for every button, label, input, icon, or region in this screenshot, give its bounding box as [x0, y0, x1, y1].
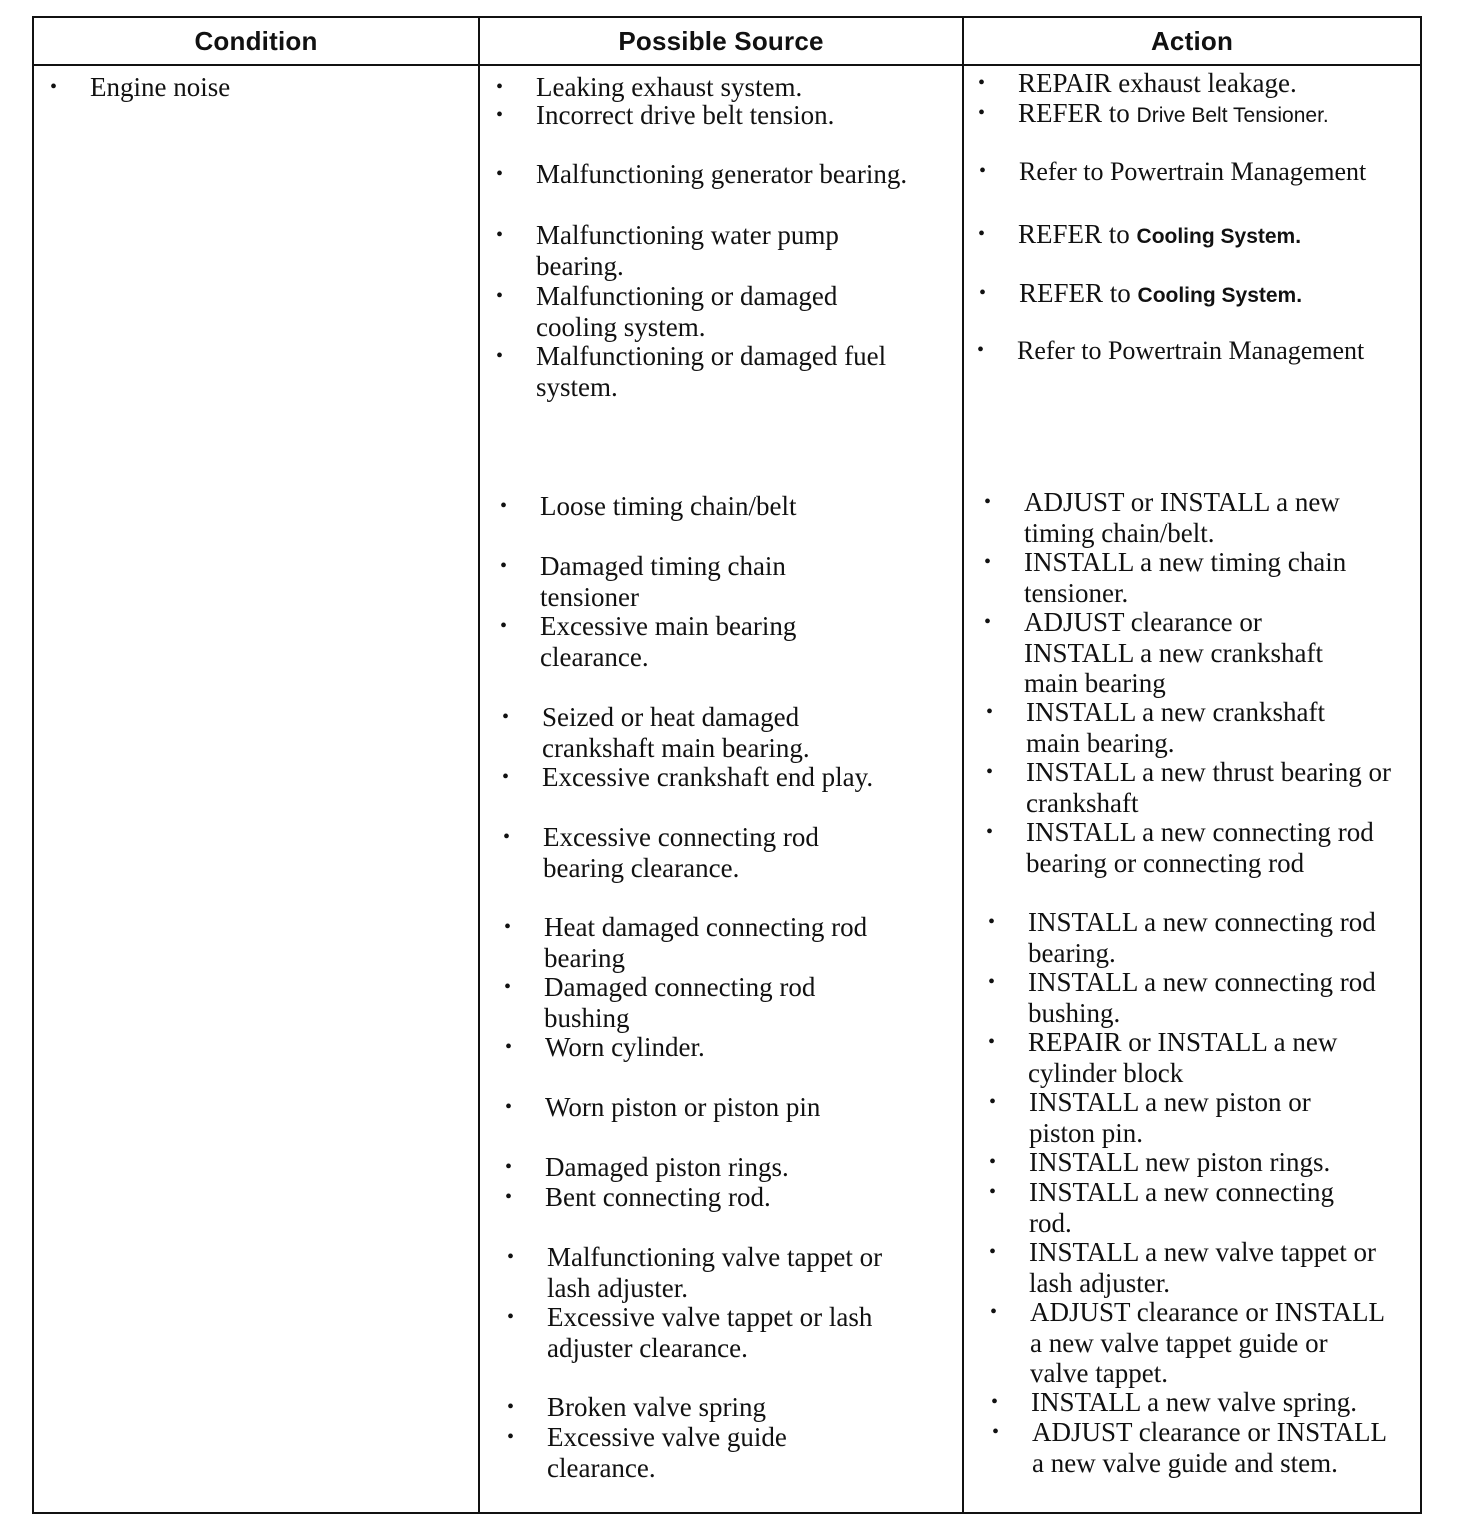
action-item: • ADJUST clearance or INSTALL a new crankshaft main bearing: [978, 607, 1374, 699]
action-item: [971, 335, 1457, 367]
source-item: • Damaged piston rings.: [499, 1152, 945, 1183]
header-divider: [34, 64, 1420, 66]
source-item: • Broken valve spring: [501, 1392, 947, 1423]
condition-item: • Engine noise: [44, 72, 490, 103]
action-item: • INSTALL a new valve spring.: [985, 1387, 1431, 1418]
source-item: • Malfunctioning or damaged cooling system.: [490, 281, 916, 342]
action-item: [972, 219, 1448, 253]
action-item: • REPAIR exhaust leakage.: [972, 68, 1438, 99]
source-item: • Incorrect drive belt tension.: [490, 100, 956, 131]
action-item: • INSTALL a new timing chain tensioner.: [978, 547, 1404, 608]
source-item: • Excessive valve tappet or lash adjuster clearance.: [501, 1302, 927, 1363]
action-reference: Cooling System.: [1136, 225, 1302, 248]
action-item: • INSTALL a new thrust bearing or crankshaft: [980, 757, 1416, 818]
action-reference: Powertrain Management: [1107, 336, 1365, 365]
source-item: • Worn piston or piston pin: [499, 1092, 825, 1123]
source-item: • Seized or heat damaged crankshaft main bearing.: [496, 702, 882, 763]
source-item: • Damaged connecting rod bushing: [498, 972, 884, 1033]
action-item: • REPAIR or INSTALL a new cylinder block: [982, 1027, 1378, 1088]
action-reference: Cooling System.: [1137, 284, 1303, 307]
source-item: • Excessive main bearing clearance.: [494, 611, 870, 672]
source-item: • Malfunctioning valve tappet or lash adjuster.: [501, 1242, 907, 1303]
source-item: • Malfunctioning or damaged fuel system.: [490, 341, 916, 402]
action-item: [973, 278, 1449, 312]
action-item: • ADJUST clearance or INSTALL a new valve tappet guide or valve tappet.: [984, 1297, 1390, 1389]
action-item: • INSTALL a new crankshaft main bearing.: [980, 697, 1376, 758]
source-item: • Loose timing chain/belt: [494, 491, 960, 522]
source-item: • Damaged timing chain tensioner: [494, 551, 870, 612]
action-item: • ADJUST clearance or INSTALL a new valve guide and stem.: [986, 1417, 1392, 1478]
source-item: • Heat damaged connecting rod bearing: [498, 912, 944, 973]
action-prefix: Refer to: [1017, 336, 1108, 365]
source-item: • Bent connecting rod.: [499, 1182, 945, 1213]
action-item: • ADJUST or INSTALL a new timing chain/belt.: [978, 487, 1394, 548]
action-item: • INSTALL a new connecting rod bushing.: [982, 967, 1378, 1028]
source-item: • Excessive connecting rod bearing clearance.: [497, 822, 903, 883]
diagnosis-table: [32, 16, 1422, 1514]
source-item: • Excessive crankshaft end play.: [496, 762, 962, 793]
action-reference: Drive Belt Tensioner.: [1136, 104, 1329, 127]
source-item: • Excessive valve guide clearance.: [501, 1422, 847, 1483]
column-divider-1: [478, 18, 480, 1512]
action-item: • INSTALL a new piston or piston pin.: [983, 1087, 1359, 1148]
action-item: • INSTALL new piston rings.: [983, 1147, 1429, 1178]
action-item: [973, 156, 1459, 188]
column-divider-2: [962, 18, 964, 1512]
source-item: • Malfunctioning water pump bearing.: [490, 220, 916, 281]
action-reference: Powertrain Management: [1109, 157, 1367, 186]
action-prefix: Refer to: [1019, 157, 1110, 186]
source-item: • Leaking exhaust system.: [490, 72, 956, 103]
action-prefix: REFER to: [1018, 98, 1137, 128]
action-prefix: REFER to: [1018, 219, 1137, 249]
source-item: • Worn cylinder.: [499, 1032, 945, 1063]
action-item: • INSTALL a new connecting rod.: [983, 1177, 1379, 1238]
action-item: [972, 98, 1448, 132]
action-item: • INSTALL a new valve tappet or lash adjuster.: [983, 1237, 1399, 1298]
source-item: • Malfunctioning generator bearing.: [490, 159, 916, 190]
action-item: • INSTALL a new connecting rod bearing.: [982, 907, 1378, 968]
header-possible-source: Possible Source: [618, 25, 824, 56]
action-prefix: REFER to: [1019, 278, 1138, 308]
action-item: • INSTALL a new connecting rod bearing or connecting rod: [980, 817, 1396, 878]
header-action: Action: [1150, 25, 1234, 56]
header-condition: Condition: [194, 25, 318, 56]
